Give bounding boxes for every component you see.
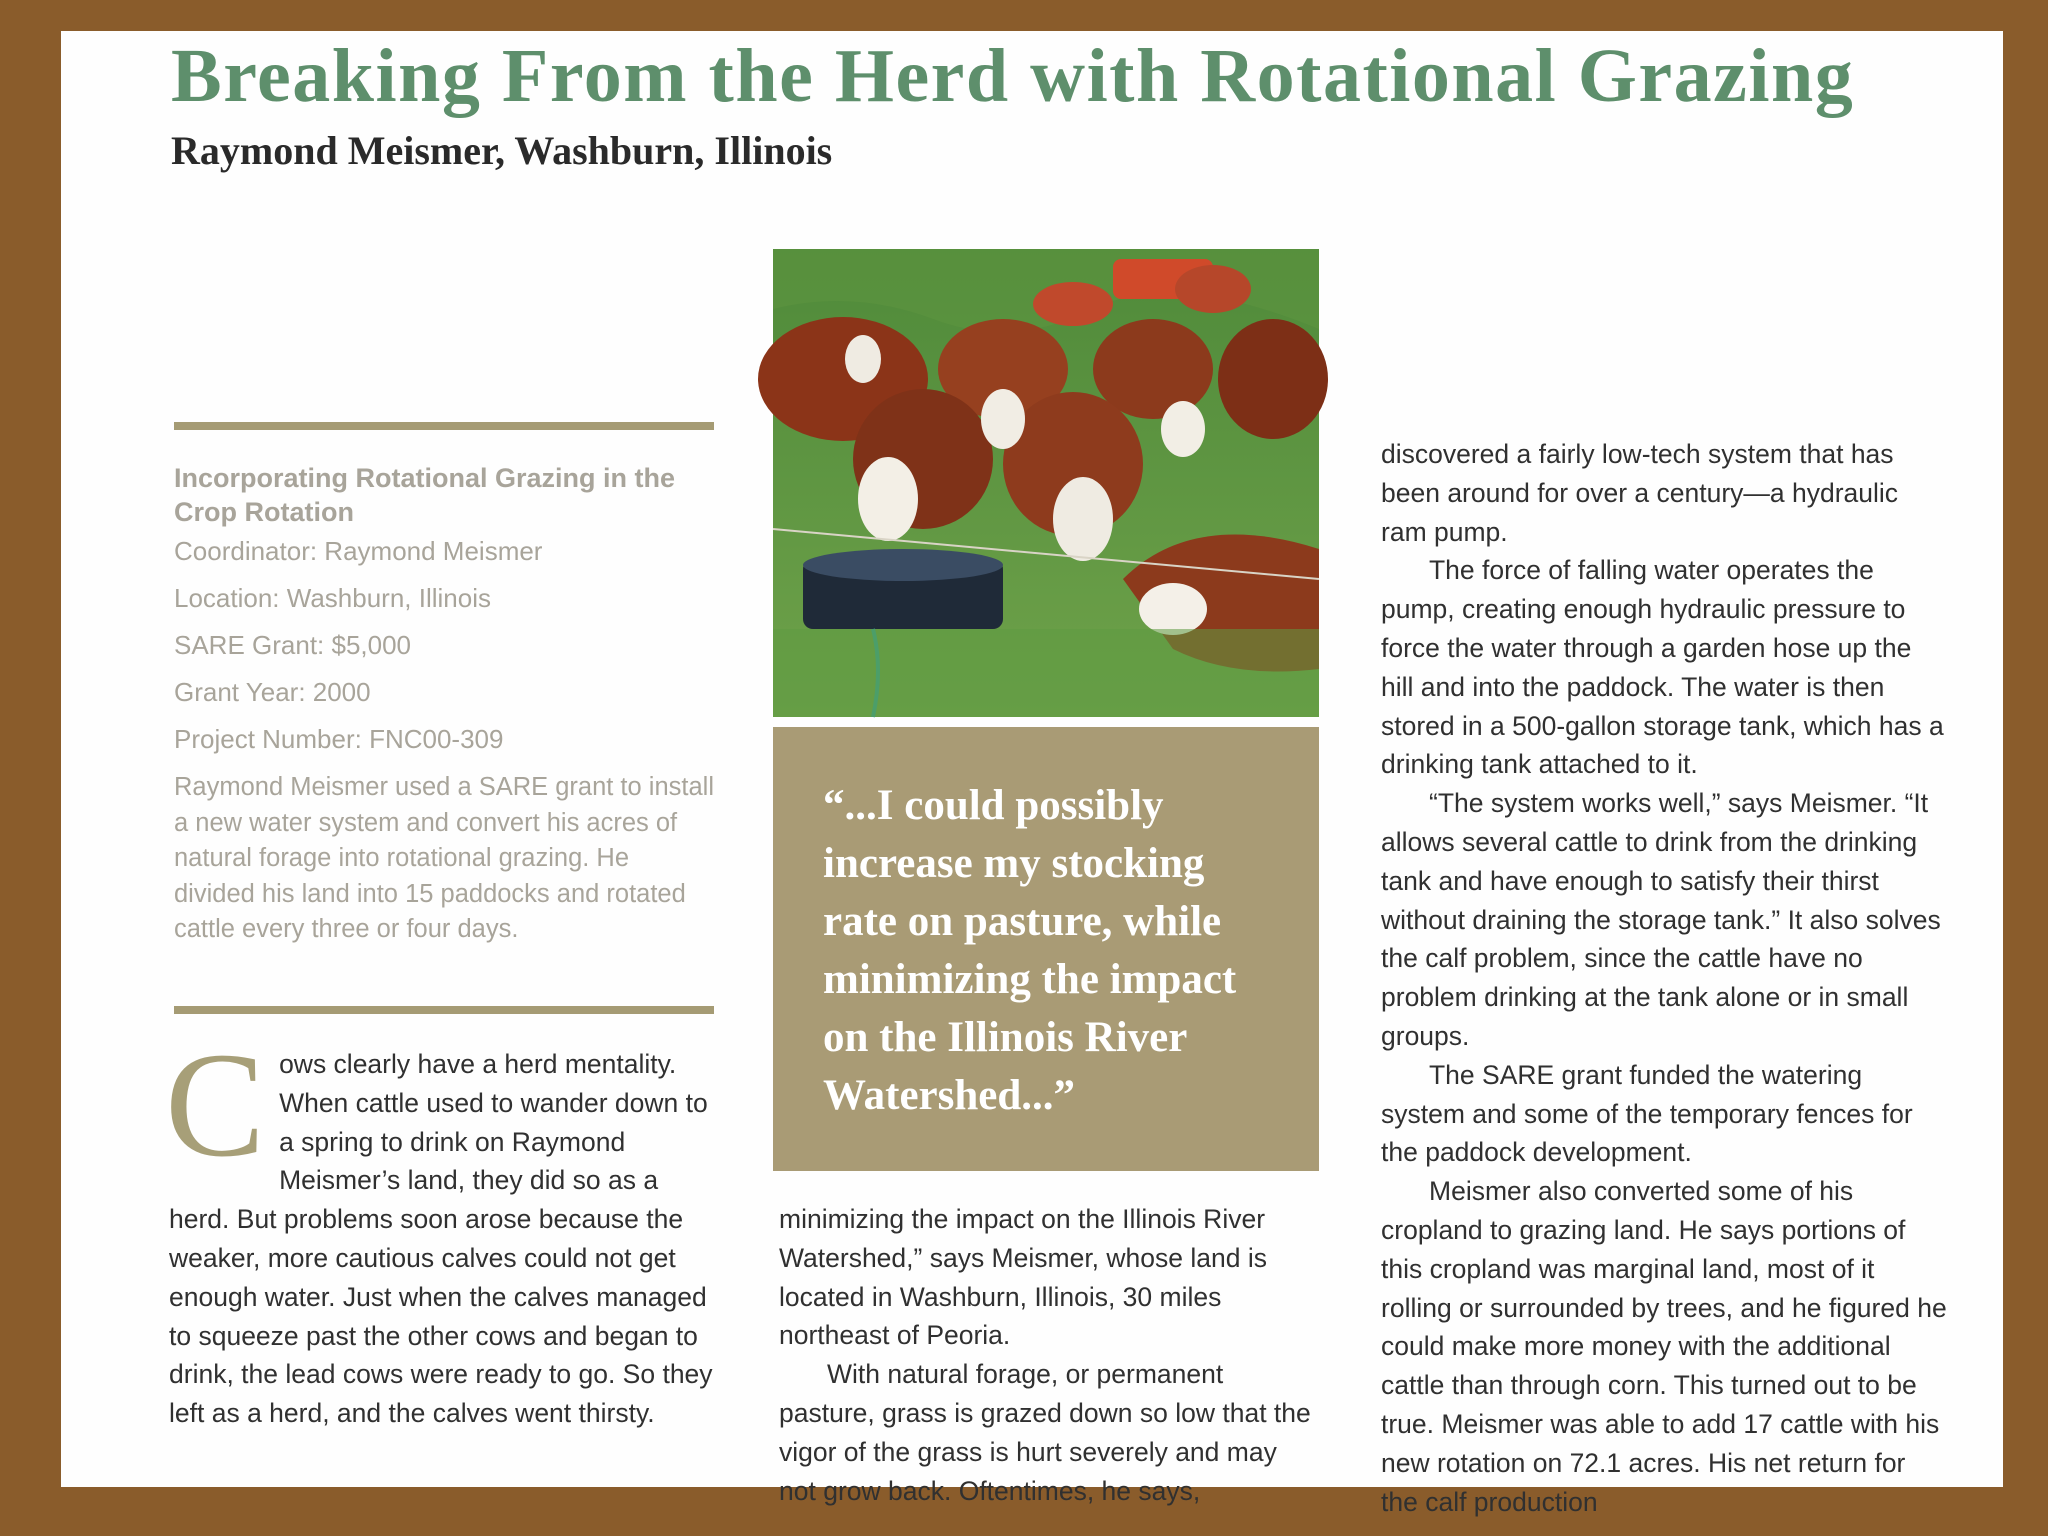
body-paragraph: minimizing the impact on the Illinois River Watershed,” says Meismer, whose land is located in Washburn, Illinois, 30 miles northeast of Peoria. <box>779 1204 1267 1351</box>
body-column-1 <box>165 1022 724 1433</box>
body-paragraph: discovered a fairly low-tech system that has been around for over a century—a hydraulic ram pump. <box>1381 439 1899 547</box>
cattle-photo <box>773 249 1319 717</box>
project-sidebar <box>174 445 714 948</box>
project-coordinator: Coordinator: Raymond Meismer <box>174 536 543 566</box>
project-location: Location: Washburn, Illinois <box>174 583 491 613</box>
project-summary: Raymond Meismer used a SARE grant to install a new water system and convert his acres of natural forage into rotational grazing. He divided his land into 15 paddocks and rotated cattle every three or four days. <box>174 773 714 943</box>
body-paragraph: Meismer also converted some of his cropland to grazing land. He says portions of this cropland was marginal land, most of it rolling or surrounded by trees, and he figured he could make more money with the additional cattle than through corn. This turned out to be true. Meismer was able to add 17 cattle with his new rotation on 72.1 acres. His net return for the calf production <box>1381 1176 1947 1517</box>
project-title: Incorporating Rotational Grazing in the Crop Rotation <box>174 463 676 527</box>
body-paragraph: Cows clearly have a herd mentality. When cattle used to wander down to a spring to drink on Raymond Meismer’s land, they did so as a herd. But problems soon arose because the weaker, more cautious calves could not get enough water. Just when the calves managed to squeeze past the other cows and began to drink, the lead cows were ready to go. So they left as a herd, and the calves went thirsty. <box>165 1022 713 1429</box>
project-number: Project Number: FNC00-309 <box>174 724 504 754</box>
project-grant: SARE Grant: $5,000 <box>174 630 412 660</box>
article-byline: Raymond Meismer, Washburn, Illinois <box>171 128 833 173</box>
body-column-3 <box>1381 435 1949 1521</box>
drop-cap: C <box>165 1022 266 1188</box>
sidebar-bottom-rule <box>174 1006 714 1014</box>
body-column-2 <box>779 1200 1319 1510</box>
body-paragraph: With natural forage, or permanent pasture, grass is grazed down so low that the vigor of the grass is hurt severely and may not grow back. Oftentimes, he says, <box>779 1359 1311 1506</box>
sidebar-top-rule <box>174 422 714 430</box>
body-paragraph: “The system works well,” says Meismer. “It allows several cattle to drink from the drinking tank and have enough to satisfy their thirst without draining the storage tank.” It also solves the calf problem, since the cattle have no problem drinking at the tank alone or in small groups. <box>1381 788 1941 1051</box>
project-grant-year: Grant Year: 2000 <box>174 677 371 707</box>
pull-quote: “...I could possibly increase my stocking rate on pasture, while minimizing the impact on the Illinois River Watershed...” <box>823 782 1237 1119</box>
pull-quote-box <box>773 727 1319 1171</box>
body-paragraph: The SARE grant funded the watering system and some of the temporary fences for the paddock development. <box>1381 1059 1913 1168</box>
article-title: Breaking From the Herd with Rotational Grazing <box>171 34 1855 118</box>
article-page <box>61 31 2003 1517</box>
body-paragraph: The force of falling water operates the pump, creating enough hydraulic pressure to force the water through a garden hose up the hill and into the paddock. The water is then stored in a 500-gallon storage tank, which has a drinking tank attached to it. <box>1381 555 1944 780</box>
